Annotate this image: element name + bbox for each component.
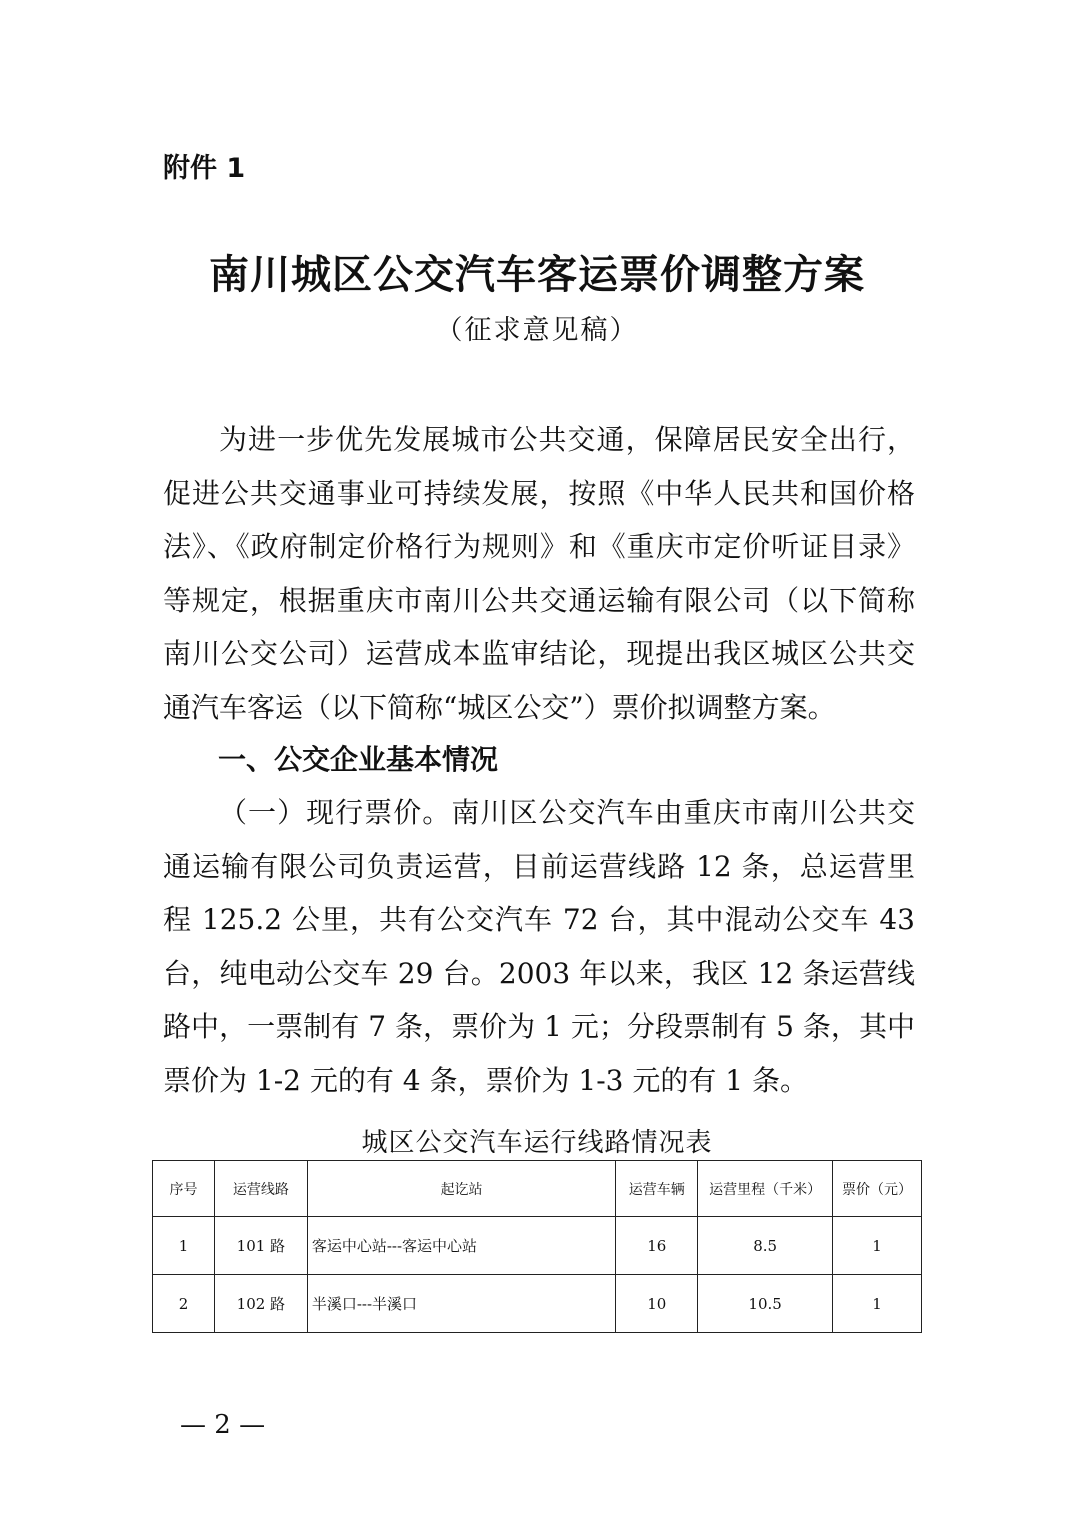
header-mileage: 运营里程（千米）: [698, 1161, 833, 1217]
cell-route: 102 路: [214, 1275, 307, 1333]
attachment-label: 附件 1: [163, 153, 246, 184]
cell-vehicles: 10: [616, 1275, 698, 1333]
cell-no: 1: [153, 1217, 215, 1275]
table-header-row: [153, 1161, 922, 1217]
cell-no: 2: [153, 1275, 215, 1333]
table-row: [153, 1275, 922, 1333]
cell-stations: 半溪口---半溪口: [307, 1275, 616, 1333]
page-number: — 2 —: [180, 1410, 266, 1440]
cell-stations: 客运中心站---客运中心站: [307, 1217, 616, 1275]
header-route: 运营线路: [214, 1161, 307, 1217]
document-subtitle: （征求意见稿）: [435, 315, 639, 346]
header-stations: 起讫站: [307, 1161, 616, 1217]
routes-table: [152, 1160, 922, 1333]
cell-fare: 1: [833, 1217, 922, 1275]
cell-vehicles: 16: [616, 1217, 698, 1275]
fare-paragraph: （一）现行票价。南川区公交汽车由重庆市南川公共交通运输有限公司负责运营，目前运营线路 12 条，总运营里程 125.2 公里，共有公交汽车 72 台，其中混动公交车 43 台，纯电动公交车 29 台。2003 年以来，我区 12 条运营线路中，一票制有 7 条，票价为 1 元；分段票制有 5 条，其中票价为 1-2 元的有 4 条，票价为 1-3 元的有 1 条。: [163, 796, 915, 1097]
cell-mileage: 10.5: [698, 1275, 833, 1333]
document-title: 南川城区公交汽车客运票价调整方案: [209, 251, 865, 298]
header-no: 序号: [153, 1161, 215, 1217]
table-title: 城区公交汽车运行线路情况表: [361, 1128, 713, 1158]
table-row: [153, 1217, 922, 1275]
intro-paragraph: 为进一步优先发展城市公共交通，保障居民安全出行，促进公共交通事业可持续发展，按照《中华人民共和国价格法》、《政府制定价格行为规则》和《重庆市定价听证目录》等规定，根据重庆市南川公共交通运输有限公司（以下简称南川公交公司）运营成本监审结论，现提出我区城区公共交通汽车客运（以下简称“城区公交”）票价拟调整方案。: [163, 423, 915, 724]
header-fare: 票价（元）: [833, 1161, 922, 1217]
section-heading: 一、公交企业基本情况: [218, 743, 499, 776]
cell-route: 101 路: [214, 1217, 307, 1275]
header-vehicles: 运营车辆: [616, 1161, 698, 1217]
cell-mileage: 8.5: [698, 1217, 833, 1275]
cell-fare: 1: [833, 1275, 922, 1333]
